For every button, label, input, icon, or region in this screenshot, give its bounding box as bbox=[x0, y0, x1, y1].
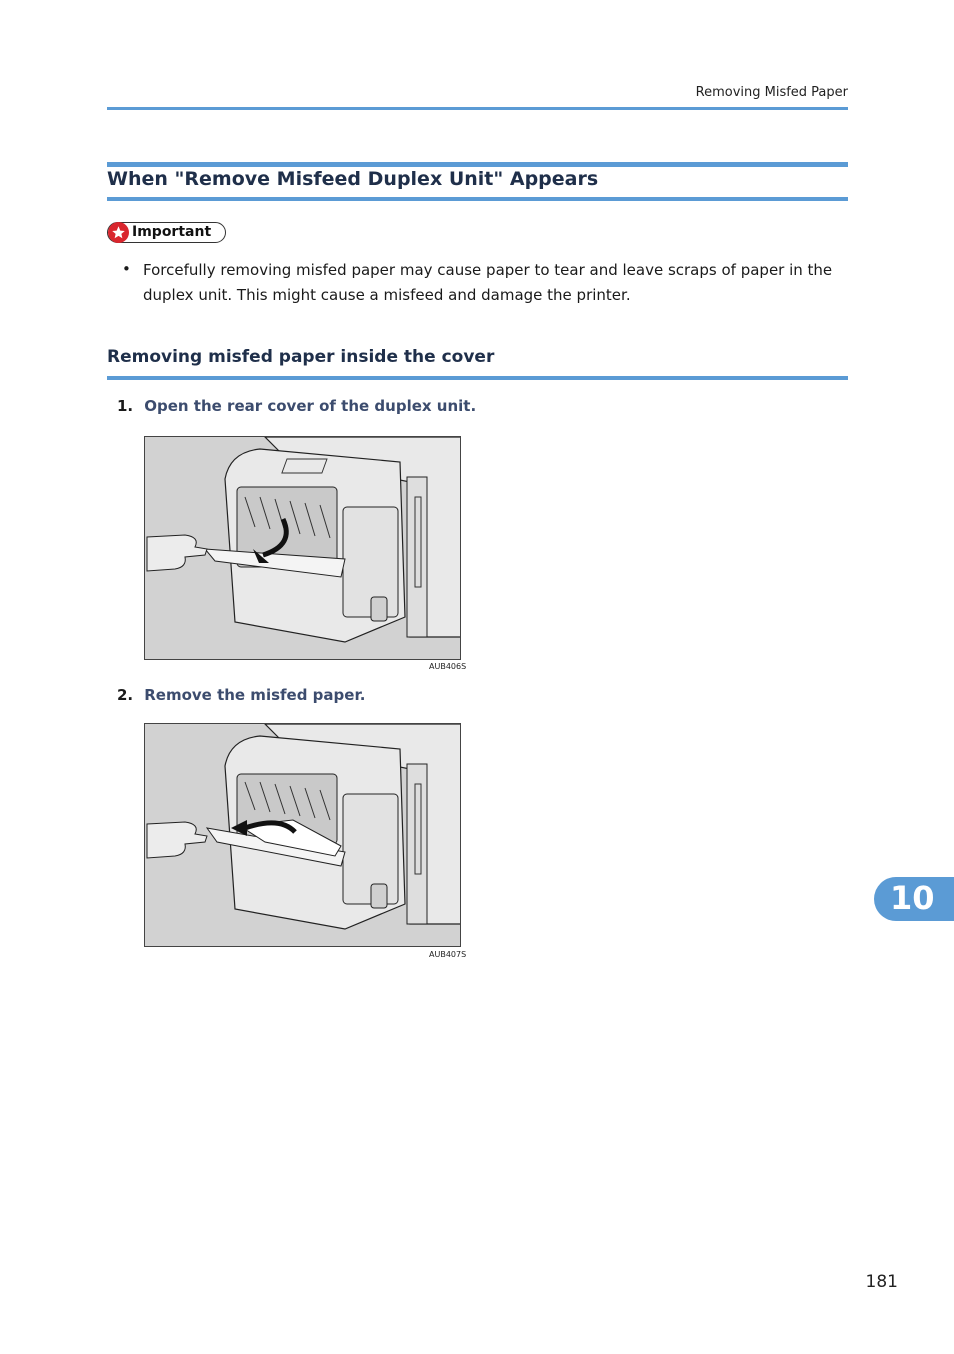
step-number: 2. bbox=[117, 686, 134, 704]
step-number: 1. bbox=[117, 397, 134, 415]
important-label: Important bbox=[132, 224, 212, 240]
step-text: Remove the misfed paper. bbox=[144, 686, 366, 704]
figure-open-rear-cover bbox=[144, 436, 461, 660]
chapter-tab bbox=[874, 877, 954, 921]
star-icon bbox=[108, 222, 129, 243]
important-note: Forcefully removing misfed paper may cause paper to tear and leave scraps of paper in the duplex unit. This might cause a misfeed and damage the printer. bbox=[143, 261, 833, 304]
figure-remove-misfed-paper bbox=[144, 723, 461, 947]
subsection-title-bar bbox=[107, 376, 848, 380]
step-text: Open the rear cover of the duplex unit. bbox=[144, 397, 477, 415]
subsection-title: Removing misfed paper inside the cover bbox=[107, 347, 495, 367]
section-title-bar-top bbox=[107, 162, 848, 167]
figure-code: AUB407S bbox=[429, 950, 467, 959]
bullet-icon: • bbox=[122, 260, 131, 278]
section-title-bar-bottom bbox=[107, 197, 848, 201]
running-header: Removing Misfed Paper bbox=[695, 85, 848, 100]
header-rule bbox=[107, 107, 848, 110]
step-1 bbox=[117, 396, 476, 415]
section-title: When "Remove Misfeed Duplex Unit" Appears bbox=[107, 168, 599, 190]
figure-code: AUB406S bbox=[429, 662, 467, 671]
page-number: 181 bbox=[865, 1272, 898, 1292]
important-badge bbox=[107, 222, 226, 243]
printer-illustration bbox=[145, 724, 461, 947]
printer-illustration bbox=[145, 437, 461, 660]
step-2 bbox=[117, 685, 365, 704]
chapter-number: 10 bbox=[890, 879, 935, 917]
